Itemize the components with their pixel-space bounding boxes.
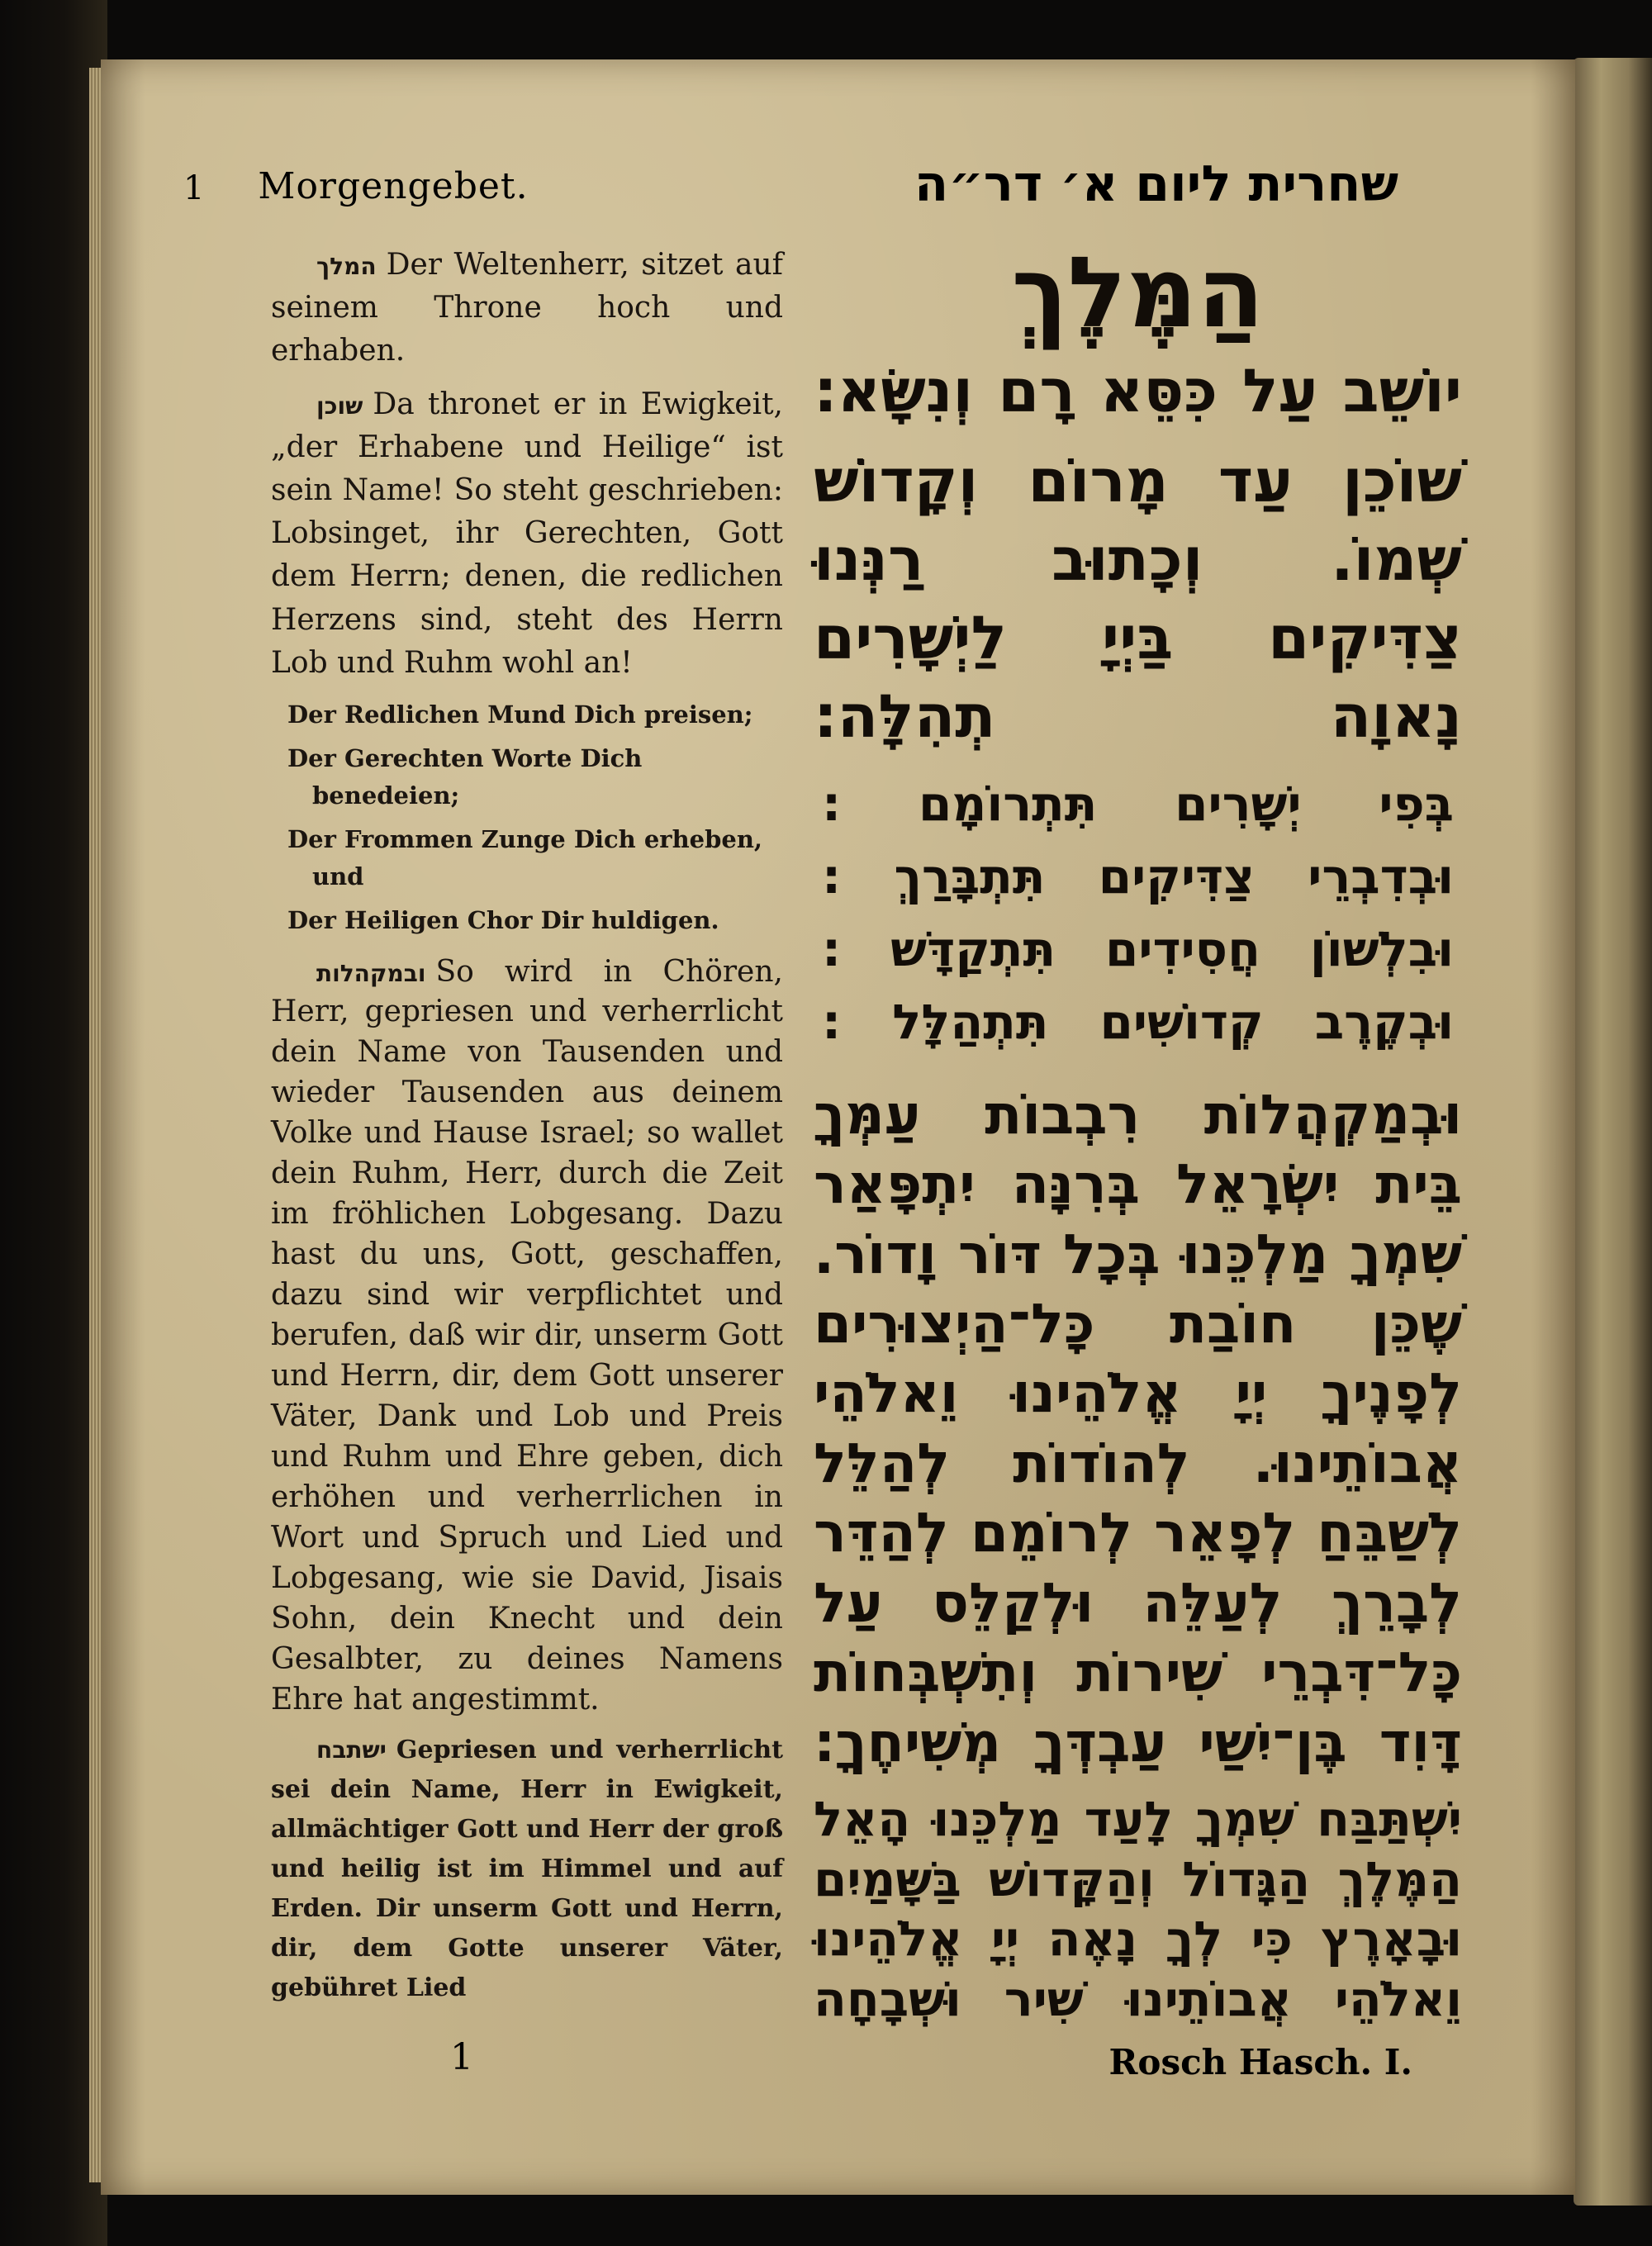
hebrew-verse-line [814, 767, 1462, 840]
german-text: So wird in Chören, Herr, gepriesen und verherrlicht dein Name von Tausenden und wieder Tausenden aus deinem Volke und Hause Israel; so wallet dein Ruhm, Herr, durch die Zeit im fröhlichen Lobgesang. Dazu hast du uns, Gott, geschaffen, dazu sind wir verpflichtet und berufen, daß wir dir, unserm Gott und Herrn, dir, dem Gott unserer Väter, Dank und Lob und Preis und Ruhm und Ehre geben, dich erhöhen und verherrlichen in Wort und Spruch und Lied und Lobgesang, wie sie David, Jisais Sohn, dein Knecht und dein Gesalbter, zu deines Namens Ehre hat angestimmt. [271, 954, 783, 1717]
hebrew-verse-block [814, 767, 1462, 1059]
hebrew-paragraph: שׁוֹכֵן עַד מָרוֹם וְקָדוֹשׁ שְׁמוֹ. וְכָתוּב רַנְּנוּ צַדִּיקִים בַּיְיָ לַיְשָׁרִים נָאוָה תְהִלָּה: [814, 445, 1462, 751]
german-paragraph [271, 952, 783, 1721]
signature-number: 1 [450, 2036, 473, 2078]
german-verse-line: Der Frommen Zunge Dich erheben, und [287, 824, 763, 890]
verse-word: תִּתְבָּרַךְ [894, 848, 1046, 905]
hebrew-catchword: המלך [316, 253, 377, 280]
german-verse-line: Der Gerechten Worte Dich benedeien; [287, 743, 643, 810]
hebrew-catchword: שוכן [316, 392, 363, 420]
hebrew-catchword: ובמקהלות [316, 959, 426, 987]
verse-word: וּבְדִבְרֵי [1308, 848, 1454, 905]
hebrew-opening-word: הַמֶּלֶךְ [1011, 235, 1265, 349]
german-verse-block [271, 696, 783, 939]
verse-colon: : [822, 921, 842, 978]
hebrew-prayer-column [814, 235, 1462, 2040]
hebrew-paragraph: יוֹשֵׁב עַל כִּסֵּא רָם וְנִשָּׂא: [814, 355, 1462, 425]
german-text: Da thronet er in Ewigkeit, „der Erhabene und Heilige“ ist sein Name! So steht geschrieben: Lobsinget, ihr Gerechten, Gott dem Herrn; denen, die redlichen Herzens sind, steht des Herrn Lob und Ruhm wohl an! [271, 387, 783, 680]
german-verse-line: Der Heiligen Chor Dir huldigen. [287, 905, 719, 934]
german-verse-line: Der Redlichen Mund Dich preisen; [287, 700, 753, 729]
verse-word: תִּתְהַלָּל [892, 994, 1049, 1051]
german-paragraph [271, 244, 783, 373]
hebrew-paragraph: יִשְׁתַּבַּח שִׁמְךָ לָעַד מַלְכֵּנוּ הָאֵל הַמֶּלֶךְ הַגָּדוֹל וְהַקָּדוֹשׁ בַּשָּׁמַיִם וּבָאָרֶץ כִּי לְךָ נָאֶה יְיָ אֱלֹהֵינוּ וֵאלֹהֵי אֲבוֹתֵינוּ שִׁיר וּשְׁבָחָה [814, 1791, 1462, 2027]
verse-word: יְשָׁרִים [1175, 775, 1302, 832]
hebrew-running-title: שחרית ליום א׳ דר״ה [914, 155, 1399, 213]
verse-word: תִּתְרוֹמָם [918, 775, 1098, 832]
hebrew-paragraph: וּבְמַקְהֲלוֹת רִבְבוֹת עַמְּךָ בֵּית יִשְׂרָאֵל בְּרִנָּה יִתְפָּאַר שִׁמְךָ מַלְכֵּנוּ בְּכָל דּוֹר וָדוֹר. שֶׁכֵּן חוֹבַת כָּל־הַיְצוּרִים לְפָנֶיךָ יְיָ אֱלֹהֵינוּ וֵאלֹהֵי אֲבוֹתֵינוּ. לְהוֹדוֹת לְהַלֵּל לְשַׁבֵּחַ לְפָאֵר לְרוֹמֵם לְהַדֵּר לְבָרֵךְ לְעַלֵּה וּלְקַלֵּס עַל כָּל־דִּבְרֵי שִׁירוֹת וְתִשְׁבְּחוֹת דָּוִד בֶּן־יִשַׁי עַבְדְּךָ מְשִׁיחֶךָ: [814, 1082, 1462, 1774]
hebrew-verse-line [814, 913, 1462, 985]
verse-word: צַדִּיקִים [1098, 848, 1255, 905]
page-number: 1 [183, 169, 205, 207]
verse-word: קְדוֹשִׁים [1099, 994, 1264, 1051]
hebrew-verse-line [814, 840, 1462, 913]
signature-mark: Rosch Hasch. I. [1108, 2042, 1412, 2082]
german-text: Gepriesen und verherrlicht sei dein Name, Herr in Ewigkeit, allmächtiger Gott und Herr der groß und heilig ist im Himmel und auf Erden. Dir unserm Gott und Herrn, dir, dem Gotte unserer Väter, gebühret Lied [271, 1735, 783, 2002]
german-paragraph [271, 1731, 783, 2008]
verse-word: וּבִלְשׁוֹן [1309, 921, 1454, 978]
verse-word: חֲסִידִים [1105, 921, 1260, 978]
verse-word: וּבְקֶרֶב [1314, 994, 1454, 1051]
verse-word: תִּתְקַדָּשׁ [890, 921, 1056, 978]
hebrew-verse-line [814, 985, 1462, 1058]
verse-word: בְּפִי [1379, 775, 1454, 832]
verse-colon: : [822, 848, 842, 905]
german-running-title: Morgengebet. [258, 165, 529, 207]
verse-colon: : [822, 994, 842, 1051]
verse-colon: : [822, 775, 842, 832]
german-translation-column [271, 244, 783, 2044]
hebrew-catchword: ישתבח [316, 1736, 387, 1764]
german-text: Der Weltenherr, sitzet auf seinem Throne hoch und erhaben. [271, 248, 783, 368]
next-page-edge [1574, 58, 1652, 2206]
german-paragraph [271, 383, 783, 685]
